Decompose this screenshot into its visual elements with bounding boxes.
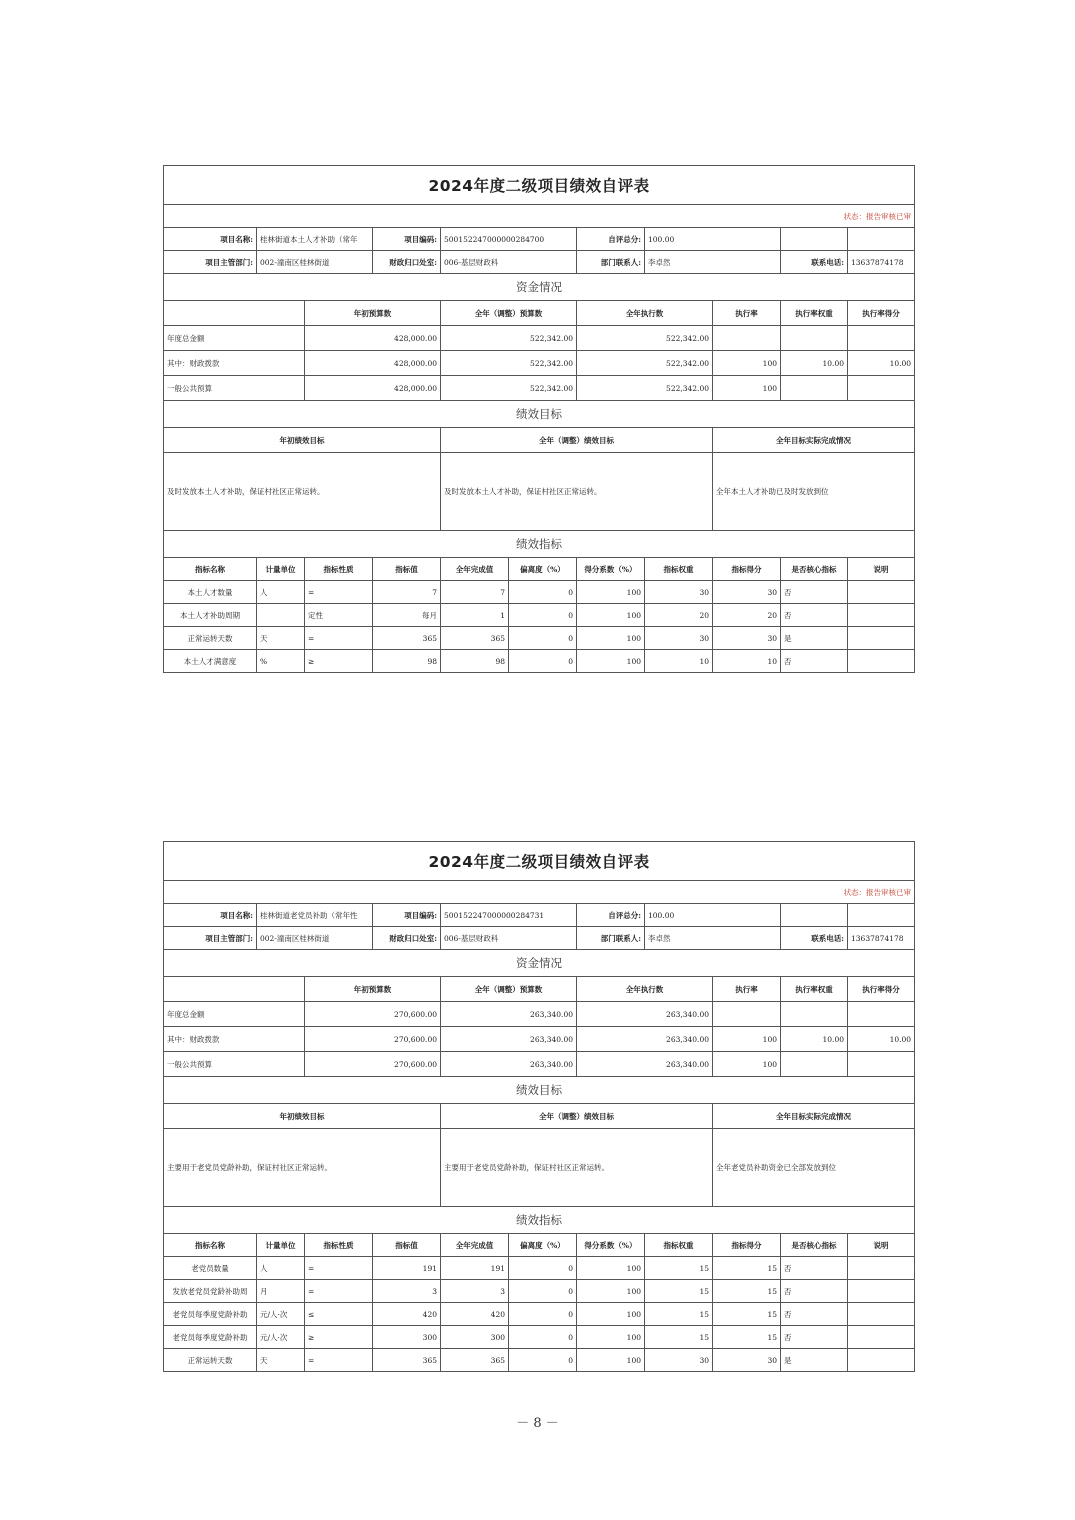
dept-value: 002-潼南区桂林街道 <box>257 927 373 950</box>
indicator-row <box>164 1257 915 1280</box>
indicator-cell: 15 <box>645 1303 713 1326</box>
indicator-cell: 20 <box>645 604 713 627</box>
funds-header-row <box>164 301 915 326</box>
goals-header: 年初绩效目标 <box>164 428 441 453</box>
indicator-header: 指标得分 <box>713 1234 781 1257</box>
goals-section-title: 绩效目标 <box>164 401 915 428</box>
dept-label: 项目主管部门: <box>164 251 257 274</box>
goals-header: 全年目标实际完成情况 <box>713 428 915 453</box>
indicator-cell: 人 <box>257 581 305 604</box>
funds-header: 执行率权重 <box>781 301 848 326</box>
indicator-cell: = <box>305 1257 373 1280</box>
funds-value: 522,342.00 <box>441 326 577 351</box>
indicator-cell: 0 <box>509 650 577 673</box>
indicator-header: 偏离度（%） <box>509 1234 577 1257</box>
indicator-name: 本土人才数量 <box>164 581 257 604</box>
funds-section-title: 资金情况 <box>164 274 915 301</box>
indicator-cell: 0 <box>509 1303 577 1326</box>
indicator-cell: 30 <box>645 581 713 604</box>
indicator-row <box>164 1326 915 1349</box>
project-name-label: 项目名称: <box>164 904 257 927</box>
funds-header-row <box>164 977 915 1002</box>
goals-header: 全年（调整）绩效目标 <box>441 428 713 453</box>
indicator-cell: ≤ <box>305 1303 373 1326</box>
indicator-cell <box>848 1257 915 1280</box>
goals-content-row <box>164 453 915 531</box>
indicator-cell: 300 <box>373 1326 441 1349</box>
indicator-cell: 人 <box>257 1257 305 1280</box>
funds-section-title: 资金情况 <box>164 950 915 977</box>
indicator-cell: 否 <box>781 581 848 604</box>
indicator-name: 发放老党员党龄补助周 <box>164 1280 257 1303</box>
indicator-cell: 100 <box>577 1303 645 1326</box>
funds-row <box>164 1052 915 1077</box>
funds-value <box>848 376 915 401</box>
goal-text: 全年本土人才补助已及时发放到位 <box>713 453 915 531</box>
funds-value <box>848 1052 915 1077</box>
indicator-cell: 3 <box>441 1280 509 1303</box>
indicator-cell: 15 <box>713 1303 781 1326</box>
indicator-cell <box>848 1303 915 1326</box>
indicator-cell: 420 <box>441 1303 509 1326</box>
indicator-cell: 100 <box>577 1326 645 1349</box>
indicator-header: 指标性质 <box>305 1234 373 1257</box>
indicator-row <box>164 627 915 650</box>
indicator-cell: 是 <box>781 1349 848 1372</box>
indicator-cell: 0 <box>509 1326 577 1349</box>
funds-header: 执行率 <box>713 301 781 326</box>
indicator-cell <box>848 1349 915 1372</box>
funds-value: 10.00 <box>848 351 915 376</box>
finance-office-value: 006-基层财政科 <box>441 927 577 950</box>
indicator-cell: 3 <box>373 1280 441 1303</box>
project-name-value: 桂林街道本土人才补助（常年 <box>257 228 373 251</box>
funds-row <box>164 376 915 401</box>
funds-value <box>781 1052 848 1077</box>
funds-row <box>164 351 915 376</box>
self-score-label: 自评总分: <box>577 228 645 251</box>
phone-value: 13637874178 <box>848 927 915 950</box>
indicator-cell: 15 <box>713 1257 781 1280</box>
funds-value <box>781 1002 848 1027</box>
dept-value: 002-潼南区桂林街道 <box>257 251 373 274</box>
indicator-cell: 是 <box>781 627 848 650</box>
indicator-header: 说明 <box>848 558 915 581</box>
indicator-cell: 191 <box>441 1257 509 1280</box>
funds-value: 428,000.00 <box>305 351 441 376</box>
indicator-cell: 否 <box>781 604 848 627</box>
status-row <box>164 205 915 228</box>
funds-value: 263,340.00 <box>441 1052 577 1077</box>
indicator-cell: 月 <box>257 1280 305 1303</box>
funds-section-row <box>164 274 915 301</box>
funds-value: 522,342.00 <box>441 351 577 376</box>
form-title: 2024年度二级项目绩效自评表 <box>164 166 915 205</box>
indicator-cell: 20 <box>713 604 781 627</box>
indicator-cell: 0 <box>509 1349 577 1372</box>
indicator-cell: 100 <box>577 1349 645 1372</box>
indicator-cell: 1 <box>441 604 509 627</box>
blank-cell <box>781 228 848 251</box>
indicator-cell: 100 <box>577 650 645 673</box>
funds-row-label: 其中：财政拨款 <box>164 351 305 376</box>
indicator-header: 得分系数（%） <box>577 558 645 581</box>
funds-value <box>781 326 848 351</box>
indicator-header: 是否核心指标 <box>781 558 848 581</box>
indicator-cell: 100 <box>577 1280 645 1303</box>
indicator-name: 老党员每季度党龄补助 <box>164 1303 257 1326</box>
indicators-section-row <box>164 1207 915 1234</box>
funds-row-label: 年度总金额 <box>164 326 305 351</box>
funds-header: 全年（调整）预算数 <box>441 301 577 326</box>
indicator-cell: 10 <box>645 650 713 673</box>
funds-header: 执行率 <box>713 977 781 1002</box>
indicator-header: 指标值 <box>373 558 441 581</box>
project-code-label: 项目编码: <box>373 904 441 927</box>
funds-value <box>848 326 915 351</box>
goals-section-row <box>164 401 915 428</box>
indicator-cell: 300 <box>441 1326 509 1349</box>
indicator-row <box>164 1349 915 1372</box>
indicator-header: 指标名称 <box>164 1234 257 1257</box>
funds-row <box>164 1027 915 1052</box>
indicator-cell: 98 <box>373 650 441 673</box>
indicator-header: 是否核心指标 <box>781 1234 848 1257</box>
indicator-cell: 100 <box>577 1257 645 1280</box>
indicator-name: 正常运转天数 <box>164 627 257 650</box>
indicator-cell: 定性 <box>305 604 373 627</box>
indicator-cell: 0 <box>509 604 577 627</box>
indicator-cell: 15 <box>645 1257 713 1280</box>
project-code-value: 500152247000000284731 <box>441 904 577 927</box>
funds-value <box>848 1002 915 1027</box>
indicator-cell: 30 <box>713 581 781 604</box>
funds-value: 100 <box>713 376 781 401</box>
indicator-header: 指标值 <box>373 1234 441 1257</box>
funds-value: 100 <box>713 1027 781 1052</box>
funds-value: 10.00 <box>781 1027 848 1052</box>
form-title-row <box>164 842 915 881</box>
indicator-cell: 15 <box>645 1326 713 1349</box>
status-text: 状态：报告审核已审 <box>164 881 915 904</box>
self-score-value: 100.00 <box>645 904 781 927</box>
indicator-cell: 天 <box>257 627 305 650</box>
funds-value: 100 <box>713 1052 781 1077</box>
contact-value: 李卓然 <box>645 927 781 950</box>
project-code-label: 项目编码: <box>373 228 441 251</box>
goal-text: 及时发放本土人才补助，保证村社区正常运转。 <box>441 453 713 531</box>
indicator-name: 本土人才补助周期 <box>164 604 257 627</box>
goals-header-row <box>164 428 915 453</box>
goal-text: 主要用于老党员党龄补助，保证村社区正常运转。 <box>441 1129 713 1207</box>
form-title-row <box>164 166 915 205</box>
dept-label: 项目主管部门: <box>164 927 257 950</box>
indicator-cell: 0 <box>509 627 577 650</box>
indicator-name: 本土人才满意度 <box>164 650 257 673</box>
finance-office-label: 财政归口处室: <box>373 251 441 274</box>
goal-text: 及时发放本土人才补助，保证村社区正常运转。 <box>164 453 441 531</box>
indicator-header: 计量单位 <box>257 558 305 581</box>
indicator-header-row <box>164 1234 915 1257</box>
indicator-cell: 365 <box>373 627 441 650</box>
indicator-name: 老党员每季度党龄补助 <box>164 1326 257 1349</box>
funds-value: 100 <box>713 351 781 376</box>
indicator-cell <box>848 581 915 604</box>
funds-row-label: 一般公共预算 <box>164 376 305 401</box>
indicator-header: 指标名称 <box>164 558 257 581</box>
funds-row <box>164 1002 915 1027</box>
indicator-name: 老党员数量 <box>164 1257 257 1280</box>
status-text: 状态：报告审核已审 <box>164 205 915 228</box>
funds-section-row <box>164 950 915 977</box>
indicator-cell: 15 <box>713 1280 781 1303</box>
indicator-cell: = <box>305 1349 373 1372</box>
indicator-row <box>164 604 915 627</box>
funds-row-label: 年度总金额 <box>164 1002 305 1027</box>
funds-header: 执行率权重 <box>781 977 848 1002</box>
goals-content-row <box>164 1129 915 1207</box>
funds-row <box>164 326 915 351</box>
project-info-row <box>164 228 915 251</box>
funds-header: 年初预算数 <box>305 301 441 326</box>
indicator-cell: 每月 <box>373 604 441 627</box>
funds-value: 522,342.00 <box>441 376 577 401</box>
indicators-section-title: 绩效指标 <box>164 1207 915 1234</box>
contact-value: 李卓然 <box>645 251 781 274</box>
funds-value: 263,340.00 <box>441 1002 577 1027</box>
phone-label: 联系电话: <box>781 251 848 274</box>
funds-value: 522,342.00 <box>577 326 713 351</box>
goals-header: 年初绩效目标 <box>164 1104 441 1129</box>
page-number: － 8 － <box>516 1416 559 1431</box>
project-name-value: 桂林街道老党员补助（常年性 <box>257 904 373 927</box>
funds-value: 270,600.00 <box>305 1052 441 1077</box>
indicator-cell: = <box>305 581 373 604</box>
indicator-cell: 0 <box>509 1257 577 1280</box>
funds-row-label: 其中：财政拨款 <box>164 1027 305 1052</box>
self-score-value: 100.00 <box>645 228 781 251</box>
funds-header: 全年（调整）预算数 <box>441 977 577 1002</box>
funds-header <box>164 977 305 1002</box>
indicator-cell: 元/人·次 <box>257 1303 305 1326</box>
phone-label: 联系电话: <box>781 927 848 950</box>
self-evaluation-form-2 <box>163 841 914 1365</box>
indicator-cell: = <box>305 1280 373 1303</box>
indicator-cell <box>848 604 915 627</box>
funds-header <box>164 301 305 326</box>
funds-value: 428,000.00 <box>305 376 441 401</box>
goals-header: 全年目标实际完成情况 <box>713 1104 915 1129</box>
indicator-cell: 7 <box>373 581 441 604</box>
indicator-header: 偏离度（%） <box>509 558 577 581</box>
finance-office-value: 006-基层财政科 <box>441 251 577 274</box>
indicator-cell: 元/人·次 <box>257 1326 305 1349</box>
indicator-cell <box>848 1326 915 1349</box>
goals-section-row <box>164 1077 915 1104</box>
phone-value: 13637874178 <box>848 251 915 274</box>
indicator-cell: 30 <box>645 1349 713 1372</box>
funds-value: 522,342.00 <box>577 351 713 376</box>
indicator-cell <box>848 627 915 650</box>
indicator-cell: 30 <box>713 1349 781 1372</box>
funds-header: 全年执行数 <box>577 301 713 326</box>
indicator-cell: 天 <box>257 1349 305 1372</box>
goal-text: 全年老党员补助资金已全部发放到位 <box>713 1129 915 1207</box>
indicator-header-row <box>164 558 915 581</box>
funds-header: 执行率得分 <box>848 977 915 1002</box>
goal-text: 主要用于老党员党龄补助，保证村社区正常运转。 <box>164 1129 441 1207</box>
indicator-cell: ≥ <box>305 650 373 673</box>
status-row <box>164 881 915 904</box>
contact-label: 部门联系人: <box>577 927 645 950</box>
contact-label: 部门联系人: <box>577 251 645 274</box>
funds-value <box>713 326 781 351</box>
evaluation-table <box>163 165 915 673</box>
indicator-header: 计量单位 <box>257 1234 305 1257</box>
indicator-cell: 191 <box>373 1257 441 1280</box>
funds-value <box>713 1002 781 1027</box>
project-name-label: 项目名称: <box>164 228 257 251</box>
indicator-cell: = <box>305 627 373 650</box>
blank-cell <box>781 904 848 927</box>
funds-header: 年初预算数 <box>305 977 441 1002</box>
indicator-header: 说明 <box>848 1234 915 1257</box>
indicator-cell: 否 <box>781 1257 848 1280</box>
funds-header: 全年执行数 <box>577 977 713 1002</box>
department-row <box>164 251 915 274</box>
indicator-cell: ≥ <box>305 1326 373 1349</box>
funds-value: 270,600.00 <box>305 1002 441 1027</box>
funds-row-label: 一般公共预算 <box>164 1052 305 1077</box>
indicator-header: 指标权重 <box>645 558 713 581</box>
funds-value: 522,342.00 <box>577 376 713 401</box>
indicator-cell: 100 <box>577 604 645 627</box>
indicator-row <box>164 1280 915 1303</box>
indicator-cell: 100 <box>577 627 645 650</box>
indicator-cell: 98 <box>441 650 509 673</box>
indicator-cell <box>257 604 305 627</box>
indicator-header: 全年完成值 <box>441 1234 509 1257</box>
indicator-cell: 420 <box>373 1303 441 1326</box>
blank-cell <box>848 228 915 251</box>
indicator-cell: 30 <box>713 627 781 650</box>
indicator-header: 得分系数（%） <box>577 1234 645 1257</box>
indicator-cell: 否 <box>781 650 848 673</box>
indicator-header: 指标性质 <box>305 558 373 581</box>
indicator-cell: 100 <box>577 581 645 604</box>
indicator-header: 指标得分 <box>713 558 781 581</box>
finance-office-label: 财政归口处室: <box>373 927 441 950</box>
indicator-row <box>164 1303 915 1326</box>
form-title: 2024年度二级项目绩效自评表 <box>164 842 915 881</box>
indicator-name: 正常运转天数 <box>164 1349 257 1372</box>
funds-value: 263,340.00 <box>577 1027 713 1052</box>
funds-value: 263,340.00 <box>441 1027 577 1052</box>
indicator-cell: 365 <box>441 1349 509 1372</box>
funds-value: 270,600.00 <box>305 1027 441 1052</box>
indicator-cell <box>848 650 915 673</box>
funds-value: 10.00 <box>848 1027 915 1052</box>
funds-value <box>781 376 848 401</box>
funds-header: 执行率得分 <box>848 301 915 326</box>
goals-header-row <box>164 1104 915 1129</box>
indicator-cell: 否 <box>781 1303 848 1326</box>
indicator-row <box>164 581 915 604</box>
department-row <box>164 927 915 950</box>
indicator-cell: 365 <box>373 1349 441 1372</box>
indicator-cell: 365 <box>441 627 509 650</box>
project-info-row <box>164 904 915 927</box>
indicator-cell: % <box>257 650 305 673</box>
evaluation-table <box>163 841 915 1372</box>
blank-cell <box>848 904 915 927</box>
indicator-cell: 10 <box>713 650 781 673</box>
indicators-section-row <box>164 531 915 558</box>
indicator-row <box>164 650 915 673</box>
indicators-section-title: 绩效指标 <box>164 531 915 558</box>
funds-value: 428,000.00 <box>305 326 441 351</box>
indicator-cell: 30 <box>645 627 713 650</box>
indicator-cell: 0 <box>509 1280 577 1303</box>
indicator-cell <box>848 1280 915 1303</box>
funds-value: 263,340.00 <box>577 1052 713 1077</box>
project-code-value: 500152247000000284700 <box>441 228 577 251</box>
indicator-cell: 否 <box>781 1280 848 1303</box>
indicator-cell: 15 <box>645 1280 713 1303</box>
indicator-header: 指标权重 <box>645 1234 713 1257</box>
indicator-cell: 15 <box>713 1326 781 1349</box>
goals-header: 全年（调整）绩效目标 <box>441 1104 713 1129</box>
goals-section-title: 绩效目标 <box>164 1077 915 1104</box>
indicator-header: 全年完成值 <box>441 558 509 581</box>
funds-value: 10.00 <box>781 351 848 376</box>
indicator-cell: 否 <box>781 1326 848 1349</box>
funds-value: 263,340.00 <box>577 1002 713 1027</box>
self-evaluation-form-1 <box>163 165 914 685</box>
indicator-cell: 0 <box>509 581 577 604</box>
self-score-label: 自评总分: <box>577 904 645 927</box>
indicator-cell: 7 <box>441 581 509 604</box>
